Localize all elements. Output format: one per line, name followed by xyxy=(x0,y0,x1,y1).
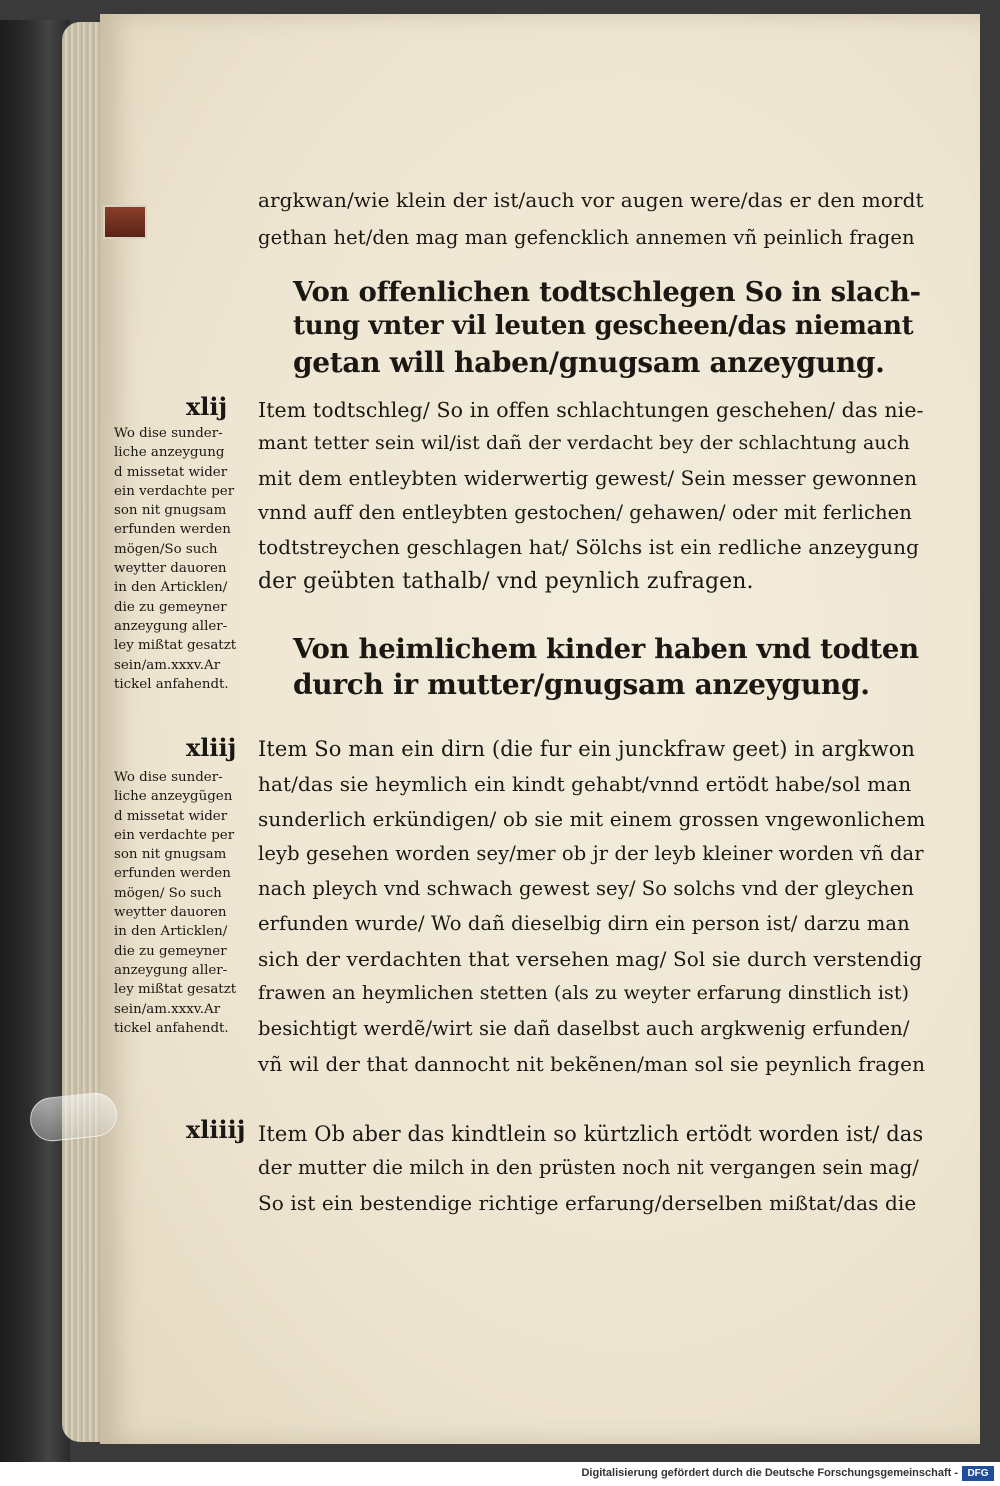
text-line: Item todtschleg/ So in offen schlachtungen geschehen/ das nie- xyxy=(258,398,924,422)
book-binding xyxy=(0,20,70,1462)
margin-note-line: weytter dauoren xyxy=(114,905,227,921)
text-line: Item So man ein dirn (die fur ein junckfraw geet) in argkwon xyxy=(258,737,916,761)
text-line: frawen an heymlichen stetten (als zu weyter erfarung dinstlich ist) xyxy=(258,982,910,1004)
margin-note-line: anzeygung aller- xyxy=(114,618,228,634)
red-page-tab xyxy=(103,205,147,239)
section-heading: durch ir mutter/gnugsam anzeygung. xyxy=(293,668,870,701)
margin-note xyxy=(114,768,240,1038)
text-line: der mutter die milch in den prüsten noch nit vergangen sein mag/ xyxy=(258,1156,919,1179)
margin-note-line: mögen/So such xyxy=(114,541,218,557)
text-line: vnnd auff den entleybten gestochen/ gehawen/ oder mit ferlichen xyxy=(258,501,912,524)
margin-note-line: sein/am.xxxv.Ar xyxy=(114,657,221,673)
margin-note-line: tickel anfahendt. xyxy=(114,1020,229,1036)
text-line: gethan het/den mag man gefencklich annemen vñ peinlich fragen xyxy=(258,226,915,249)
text-line: vñ wil der that dannocht nit bekẽnen/man sol sie peynlich fragen xyxy=(258,1052,926,1076)
margin-note-line: liche anzeygung xyxy=(114,445,225,461)
margin-note-line: son nit gnugsam xyxy=(114,503,227,519)
margin-note-line: mögen/ So such xyxy=(114,885,222,901)
footer-bar xyxy=(0,1462,1000,1486)
text-line: mit dem entleybten widerwertig gewest/ Sein messer gewonnen xyxy=(258,466,918,490)
margin-note-line: erfunden werden xyxy=(114,866,231,882)
article-number: xliij xyxy=(186,733,237,762)
text-line: nach pleych vnd schwach gewest sey/ So solchs vnd der gleychen xyxy=(258,877,915,900)
text-line: besichtigt werdẽ/wirt sie dañ daselbst auch argkwenig erfunden/ xyxy=(258,1017,910,1040)
text-line: Item Ob aber das kindtlein so kürtzlich ertödt worden ist/ das xyxy=(258,1122,924,1146)
margin-note-line: liche anzeygũgen xyxy=(114,789,233,805)
margin-note-line: ein verdachte per xyxy=(114,827,235,843)
text-line: todtstreychen geschlagen hat/ Sölchs ist ein redliche anzeygung xyxy=(258,535,919,559)
margin-note-line: ley mißtat gesatzt xyxy=(114,638,237,654)
margin-note-line: in den Articklen/ xyxy=(114,580,228,596)
margin-note-line: d missetat wider xyxy=(114,808,228,824)
margin-note-line: tickel anfahendt. xyxy=(114,676,229,692)
margin-note-line: ley mißtat gesatzt xyxy=(114,982,237,998)
margin-note-line: Wo dise sunder- xyxy=(114,770,223,785)
margin-note xyxy=(114,424,240,694)
text-line: mant tetter sein wil/ist dañ der verdacht bey der schlachtung auch xyxy=(258,432,910,454)
text-line: der geübten tathalb/ vnd peynlich zufragen. xyxy=(258,569,754,594)
margin-note-line: anzeygung aller- xyxy=(114,962,228,978)
margin-note-line: son nit gnugsam xyxy=(114,847,227,863)
section-heading: tung vnter vil leuten gescheen/das niemant xyxy=(293,311,914,341)
funding-credit: Digitalisierung gefördert durch die Deutsche Forschungsgemeinschaft - xyxy=(581,1467,958,1479)
section-heading: Von offenlichen todtschlegen So in slach- xyxy=(293,276,921,308)
margin-note-line: sein/am.xxxv.Ar xyxy=(114,1001,221,1017)
article-number: xliiij xyxy=(186,1115,246,1144)
text-line: leyb gesehen worden sey/mer ob jr der leyb kleiner worden vñ dar xyxy=(258,842,924,865)
margin-note-line: Wo dise sunder- xyxy=(114,426,223,441)
text-line: erfunden wurde/ Wo dañ dieselbig dirn ein person ist/ darzu man xyxy=(258,912,910,935)
margin-note-line: in den Articklen/ xyxy=(114,924,228,940)
margin-note-line: d missetat wider xyxy=(114,464,228,480)
margin-note-line: erfunden werden xyxy=(114,522,231,538)
margin-note-line: weytter dauoren xyxy=(114,561,227,577)
text-line: argkwan/wie klein der ist/auch vor augen were/das er den mordt xyxy=(258,188,924,212)
section-heading: getan will haben/gnugsam anzeygung. xyxy=(293,346,885,379)
section-heading: Von heimlichem kinder haben vnd todten xyxy=(293,633,919,665)
text-line: So ist ein bestendige richtige erfarung/derselben mißtat/das die xyxy=(258,1191,917,1215)
dfg-logo: DFG xyxy=(962,1466,994,1481)
text-line: sich der verdachten that versehen mag/ Sol sie durch verstendig xyxy=(258,947,923,971)
text-line: hat/das sie heymlich ein kindt gehabt/vnnd ertödt habe/sol man xyxy=(258,772,912,796)
margin-note-line: die zu gemeyner xyxy=(114,599,227,615)
margin-note-line: die zu gemeyner xyxy=(114,943,227,959)
article-number: xlij xyxy=(186,392,228,421)
text-line: sunderlich erkündigen/ ob sie mit einem grossen vngewonlichem xyxy=(258,807,926,831)
margin-note-line: ein verdachte per xyxy=(114,483,235,499)
